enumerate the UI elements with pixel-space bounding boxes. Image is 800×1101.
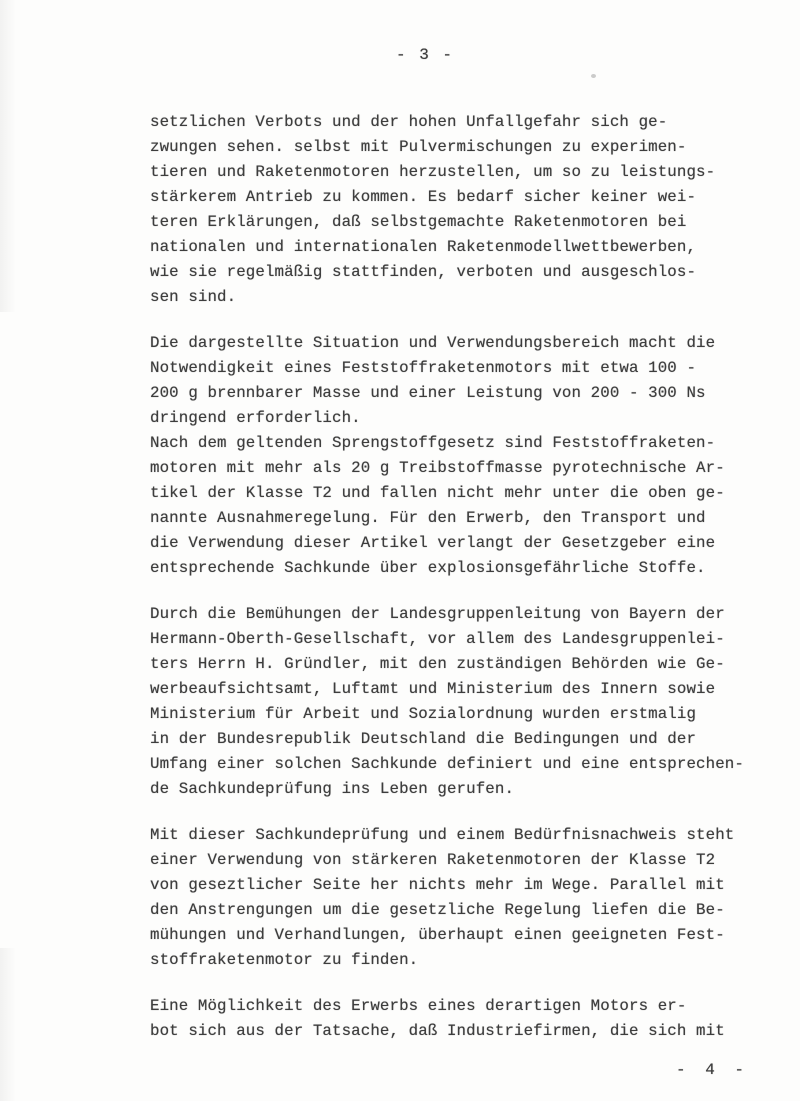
scan-speck [591,74,596,78]
paragraph [150,823,750,973]
text-line: motoren mit mehr als 20 g Treibstoffmasse pyrotechnische Ar- [150,459,725,477]
text-line: Notwendigkeit eines Feststoffraketenmotors mit etwa 100 - [150,359,697,377]
text-line: entsprechende Sachkunde über explosionsgefährliche Stoffe. [150,559,706,577]
text-line: dringend erforderlich. [150,409,361,427]
text-line: mühungen und Verhandlungen, überhaupt einen geeigneten Fest- [150,926,725,944]
paragraph [150,110,750,310]
text-line: Die dargestellte Situation und Verwendungsbereich macht die [150,334,716,352]
text-line: einer Verwendung von stärkeren Raketenmotoren der Klasse T2 [150,851,716,869]
text-line: setzlichen Verbots und der hohen Unfallgefahr sich ge- [150,113,668,131]
scan-shadow-bottom-left [0,948,16,1101]
text-line: tieren und Raketenmotoren herzustellen, um so zu leistungs- [150,163,716,181]
text-line: stoffraketenmotor zu finden. [150,951,419,969]
text-line: nannte Ausnahmeregelung. Für den Erwerb, den Transport und [150,509,706,527]
page-number-bottom: - 4 - [676,1061,747,1079]
text-line: die Verwendung dieser Artikel verlangt der Gesetzgeber eine [150,534,716,552]
paragraph [150,994,750,1044]
text-line: teren Erklärungen, daß selbstgemachte Raketenmotoren bei [150,213,687,231]
text-line: nationalen und internationalen Raketenmodellwettbewerben, [150,238,697,256]
text-line: stärkerem Antrieb zu kommen. Es bedarf sicher keiner wei- [150,188,697,206]
text-line: Umfang einer solchen Sachkunde definiert und eine entsprechen- [150,755,744,773]
text-line: Mit dieser Sachkundeprüfung und einem Bedürfnisnachweis steht [150,826,735,844]
text-line: Durch die Bemühungen der Landesgruppenleitung von Bayern der [150,605,725,623]
text-line: wie sie regelmäßig stattfinden, verboten und ausgeschlos- [150,263,697,281]
text-line: de Sachkundeprüfung ins Leben gerufen. [150,780,515,798]
page-body [150,110,750,1065]
text-line: werbeaufsichtsamt, Luftamt und Ministerium des Innern sowie [150,680,716,698]
text-line: in der Bundesrepublik Deutschland die Bedingungen und der [150,730,697,748]
text-line: 200 g brennbarer Masse und einer Leistung von 200 - 300 Ns [150,384,706,402]
paragraph [150,331,750,581]
text-line: bot sich aus der Tatsache, daß Industriefirmen, die sich mit [150,1022,725,1040]
text-line: zwungen sehen. selbst mit Pulvermischungen zu experimen- [150,138,687,156]
text-line: tikel der Klasse T2 und fallen nicht mehr unter die oben ge- [150,484,725,502]
text-line: sen sind. [150,288,237,306]
paragraph [150,602,750,802]
text-line: Hermann-Oberth-Gesellschaft, vor allem des Landesgruppenlei- [150,630,725,648]
text-line: Nach dem geltenden Sprengstoffgesetz sind Feststoffraketen- [150,434,716,452]
text-line: von geseztlicher Seite her nichts mehr im Wege. Parallel mit [150,876,725,894]
text-line: Ministerium für Arbeit und Sozialordnung wurden erstmalig [150,705,697,723]
page-number-top: - 3 - [395,46,454,64]
text-line: ters Herrn H. Gründler, mit den zuständigen Behörden wie Ge- [150,655,725,673]
text-line: Eine Möglichkeit des Erwerbs eines derartigen Motors er- [150,997,687,1015]
text-line: den Anstrengungen um die gesetzliche Regelung liefen die Be- [150,901,725,919]
